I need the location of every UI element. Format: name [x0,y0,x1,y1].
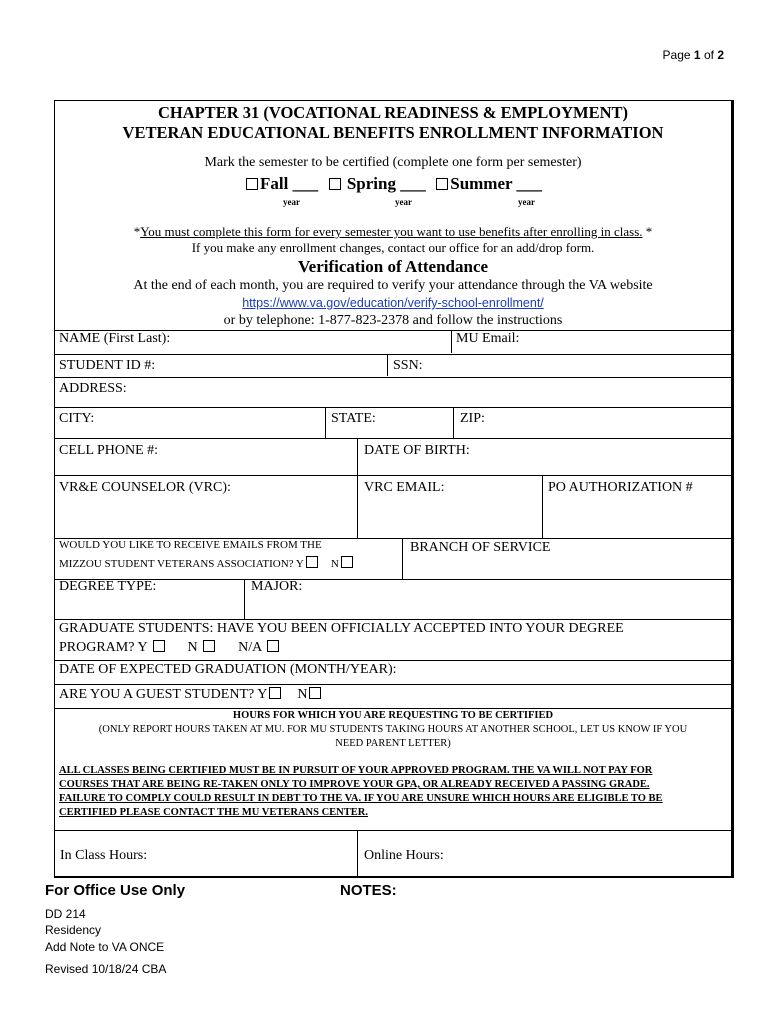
emails-no-checkbox[interactable] [341,556,353,568]
revised-note: Revised 10/18/24 CBA [45,962,167,976]
vrc-email-label: VRC EMAIL: [364,480,445,495]
semester-instruction: Mark the semester to be certified (complete one form per semester) [204,155,582,170]
po-authorization-label: PO AUTHORIZATION # [548,480,693,495]
grad-question-line1: GRADUATE STUDENTS: HAVE YOU BEEN OFFICIALLY ACCEPTED INTO YOUR DEGREE [59,621,624,636]
expected-graduation-label: DATE OF EXPECTED GRADUATION (MONTH/YEAR): [59,662,397,677]
must-complete-note: *You must complete this form for every semester you want to use benefits after enrolling in class. * [133,224,653,239]
notes-label: NOTES: [340,882,397,899]
grad-yes-checkbox[interactable] [153,640,165,652]
hours-title: HOURS FOR WHICH YOU ARE REQUESTING TO BE CERTIFIED [232,710,554,721]
counselor-label: VR&E COUNSELOR (VRC): [59,480,231,495]
grad-na-checkbox[interactable] [267,640,279,652]
form-title-line2: VETERAN EDUCATIONAL BENEFITS ENROLLMENT INFORMATION [122,123,664,142]
warning-line3: FAILURE TO COMPLY COULD RESULT IN DEBT TO THE VA. IF YOU ARE UNSURE WHICH HOURS ARE ELIGIBLE TO BE [59,793,663,804]
form-title-line1: CHAPTER 31 (VOCATIONAL READINESS & EMPLOYMENT) [157,103,629,122]
fall-checkbox[interactable] [246,178,258,190]
emails-question-line1: WOULD YOU LIKE TO RECEIVE EMAILS FROM THE [59,539,322,551]
changes-note: If you make any enrollment changes, contact our office for an add/drop form. [191,240,595,255]
state-label: STATE: [331,411,376,426]
major-label: MAJOR: [251,579,303,594]
cell-phone-label: CELL PHONE #: [59,443,159,458]
office-item-dd214: DD 214 [45,907,86,921]
online-hours-label: Online Hours: [364,848,444,863]
warning-line4: CERTIFIED PLEASE CONTACT THE MU VETERANS CENTER. [59,807,368,818]
mu-email-label: MU Email: [456,331,520,346]
guest-student-question: ARE YOU A GUEST STUDENT? Y N [59,687,323,703]
guest-yes-checkbox[interactable] [269,687,281,699]
dob-label: DATE OF BIRTH: [364,443,470,458]
hours-note-line1: (ONLY REPORT HOURS TAKEN AT MU. FOR MU STUDENTS TAKING HOURS AT ANOTHER SCHOOL, LET US KNOW IF YOU [98,724,688,735]
ssn-label: SSN: [393,358,423,373]
in-class-hours-label: In Class Hours: [60,848,148,863]
grad-question-line2: PROGRAM? Y N N/A [59,640,281,656]
spring-year-label: year [395,197,412,207]
warning-line1: ALL CLASSES BEING CERTIFIED MUST BE IN PURSUIT OF YOUR APPROVED PROGRAM. THE VA WILL NOT PAY FOR [59,765,653,776]
verification-text: At the end of each month, you are required to verify your attendance through the VA website [133,278,653,293]
name-label: NAME (First Last): [59,331,171,346]
office-use-title: For Office Use Only [45,882,186,899]
zip-label: ZIP: [460,411,485,426]
page-number: Page 1 of 2 [662,48,724,62]
student-id-label: STUDENT ID #: [59,358,156,373]
hours-note-line2: NEED PARENT LETTER) [335,738,451,749]
branch-of-service-label: BRANCH OF SERVICE [410,540,551,555]
summer-year-label: year [518,197,535,207]
grad-no-checkbox[interactable] [203,640,215,652]
emails-question-line2: MIZZOU STUDENT VETERANS ASSOCIATION? Y N [59,556,355,570]
semester-options: Fall ___ Spring ___ Summer ___ [55,174,731,194]
verification-link-row [55,294,731,312]
enrollment-form [54,100,734,878]
office-item-add-note: Add Note to VA ONCE [45,940,165,954]
city-label: CITY: [59,411,95,426]
emails-yes-checkbox[interactable] [306,556,318,568]
telephone-text: or by telephone: 1-877-823-2378 and follow the instructions [223,313,563,328]
warning-line2: COURSES THAT ARE BEING RE-TAKEN ONLY TO IMPROVE YOUR GPA, OR ALREADY RECEIVED A PASSING GRADE. [59,779,650,790]
verify-enrollment-link[interactable]: https://www.va.gov/education/verify-school-enrollment/ [242,296,544,310]
summer-checkbox[interactable] [436,178,448,190]
degree-type-label: DEGREE TYPE: [59,579,157,594]
office-item-residency: Residency [45,923,102,937]
address-label: ADDRESS: [59,381,127,396]
fall-year-label: year [283,197,300,207]
verification-title: Verification of Attendance [297,257,489,276]
guest-no-checkbox[interactable] [309,687,321,699]
spring-checkbox[interactable] [329,178,341,190]
